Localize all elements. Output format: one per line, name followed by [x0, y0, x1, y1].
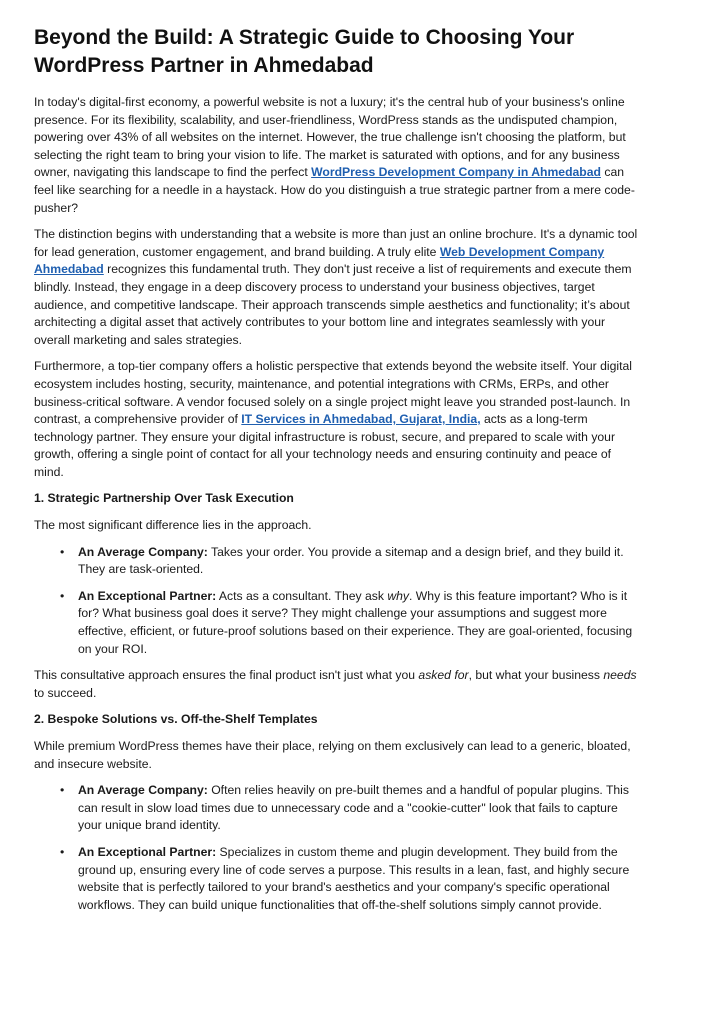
holistic-text-b: acts as a long-term technology partner. They ensure your digital infrastructure is robust, secure, and prepared to scale with your growth, offering a single point of contact for all your technology needs and ensuring continuity and peace of mind.: [34, 412, 616, 479]
list-item-label: An Exceptional Partner:: [78, 588, 217, 603]
distinction-paragraph: [34, 226, 638, 349]
distinction-text-a: The distinction begins with understanding that a website is more than just an online brochure. It's a dynamic tool for lead generation, customer engagement, and brand building. A truly elite: [34, 227, 638, 259]
section2-heading: 2. Bespoke Solutions vs. Off-the-Shelf Templates: [34, 712, 318, 727]
section2-list: [34, 782, 638, 914]
outro-text-b: , but what your business: [468, 668, 604, 683]
list-item: [60, 588, 638, 658]
list-item-label: An Average Company:: [78, 783, 208, 798]
section2-intro: While premium WordPress themes have their place, relying on them exclusively can lead to a generic, bloated, and insecure website.: [34, 739, 631, 771]
holistic-paragraph: [34, 358, 638, 481]
bullet-icon: •: [60, 544, 65, 559]
outro-text-c: to succeed.: [34, 685, 97, 700]
section1-intro: The most significant difference lies in the approach.: [34, 518, 312, 533]
list-item-text: Acts as a consultant. They ask: [216, 588, 388, 603]
section1-heading: 1. Strategic Partnership Over Task Execution: [34, 491, 294, 506]
list-item: [60, 782, 638, 835]
page-title: Beyond the Build: A Strategic Guide to Choosing Your WordPress Partner in Ahmedabad: [34, 26, 575, 77]
list-item-text: Specializes in custom theme and plugin development. They build from the ground up, ensuring every line of code serves a purpose. This results in a lean, fast, and highly secure website that is perfectly tailored to your brand's aesthetics and your company's specific operational workflows. They can build unique functionalities that off-the-shelf solutions simply cannot provide.: [78, 844, 630, 912]
bullet-icon: •: [60, 844, 65, 859]
section1-list: [34, 544, 638, 659]
bullet-icon: •: [60, 783, 65, 798]
list-item-emphasis: why: [387, 588, 410, 603]
intro-text-a: In today's digital-first economy, a powerful website is not a luxury; it's the central hub of your business's online presence. For its flexibility, scalability, and user-friendliness, WordPress stands as the undisputed champion, powering over 43% of all websites on the internet. However, the true challenge isn't choosing the platform, but selecting the right team to bring your vision to life. The market is saturated with options, and for any business owner, navigating this landscape to find the perfect: [34, 95, 626, 180]
outro-emphasis-2: needs: [603, 668, 637, 683]
list-item-text: Often relies heavily on pre-built themes and a handful of popular plugins. This can result in slow load times due to unnecessary code and a "cookie-cutter" look that fails to capture your unique brand identity.: [78, 783, 629, 833]
outro-text-a: This consultative approach ensures the final product isn't just what you: [34, 668, 419, 683]
web-development-link[interactable]: Web Development Company Ahmedabad: [34, 244, 605, 277]
intro-paragraph: [34, 94, 638, 217]
list-item-text: . Why is this feature important? Who is it for? What business goal does it serve? They might challenge your assumptions and suggest more effective, efficient, or future-proof solutions based on their experience. They are goal-oriented, focusing on your ROI.: [78, 588, 633, 656]
distinction-text-b: recognizes this fundamental truth. They don't just receive a list of requirements and execute them blindly. Instead, they engage in a deep discovery process to understand your business objectives, target audience, and competitive landscape. Their approach transcends simple aesthetics and functionality; it’s about architecting a digital asset that actively contributes to your bottom line and integrates seamlessly with your overall marketing and sales strategies.: [34, 262, 632, 347]
wordpress-development-link[interactable]: WordPress Development Company in Ahmedabad: [311, 165, 601, 180]
holistic-text-a: Furthermore, a top-tier company offers a holistic perspective that extends beyond the website itself. Your digital ecosystem includes hosting, security, maintenance, and potential integrations with CRMs, ERPs, and other business-critical software. A vendor focused solely on a single project might leave you stranded post-launch. In contrast, a comprehensive provider of: [34, 359, 632, 427]
bullet-icon: •: [60, 588, 65, 603]
it-services-link[interactable]: IT Services in Ahmedabad, Gujarat, India,: [241, 412, 481, 427]
list-item-text: Takes your order. You provide a sitemap and a design brief, and they build it. They are task-oriented.: [78, 544, 624, 577]
list-item: [60, 544, 638, 579]
intro-text-b: can feel like searching for a needle in a haystack. How do you distinguish a true strategic partner from a mere code-pusher?: [34, 165, 635, 215]
list-item-label: An Exceptional Partner:: [78, 844, 217, 859]
section1-outro: [34, 667, 638, 702]
outro-emphasis-1: asked for: [418, 668, 469, 683]
list-item-label: An Average Company:: [78, 544, 208, 559]
list-item: [60, 844, 638, 914]
